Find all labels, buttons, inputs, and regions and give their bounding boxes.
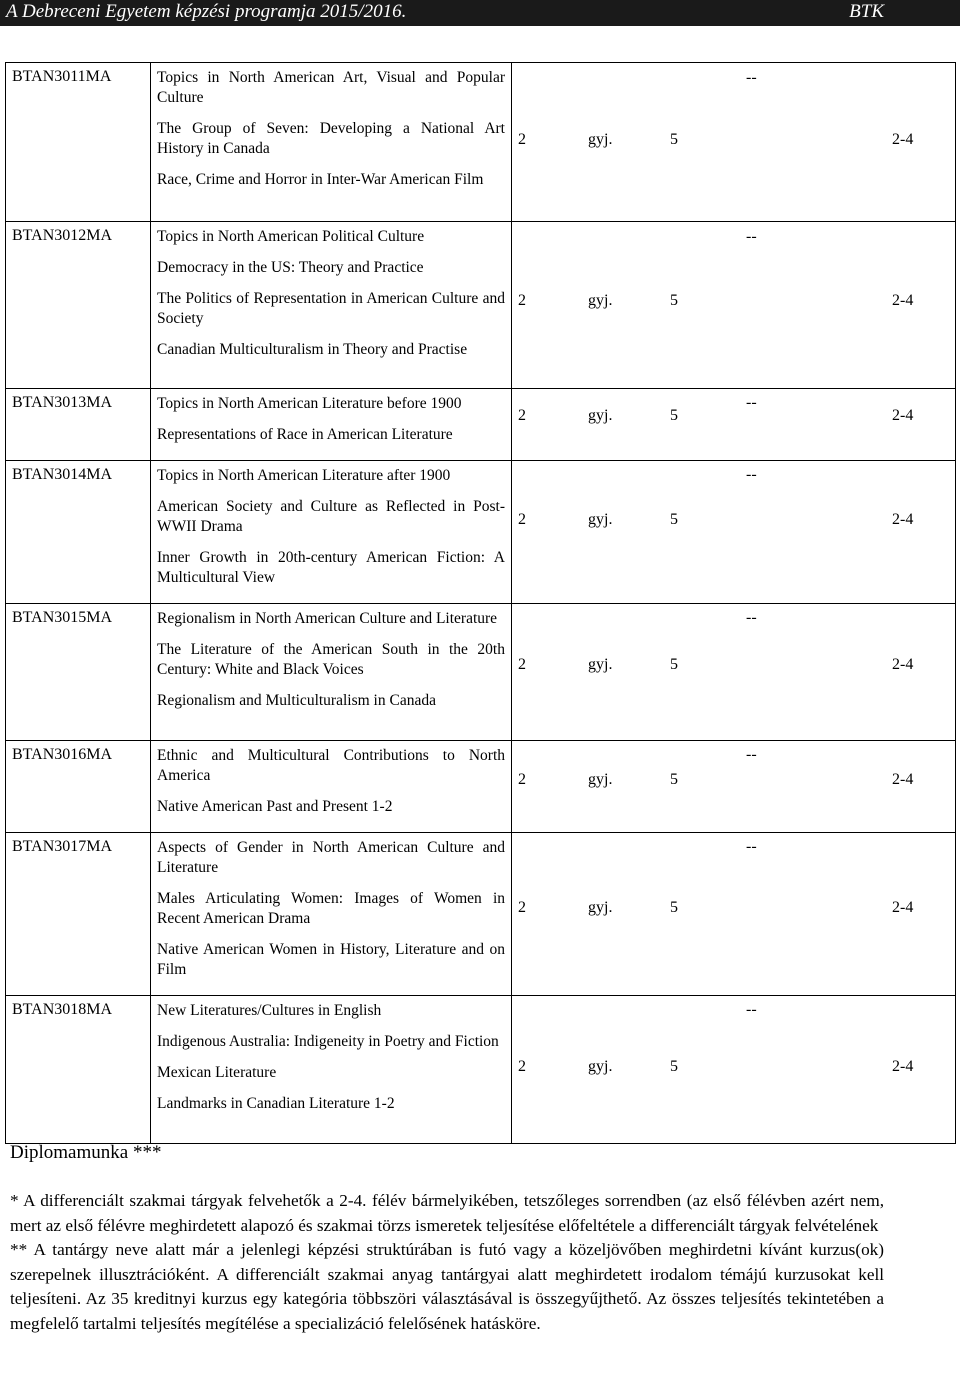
course-info — [512, 996, 956, 1144]
topic-item: The Group of Seven: Developing a National Art History in Canada — [157, 120, 505, 157]
topic-item: The Literature of the American South in the 20th Century: White and Black Voices — [157, 641, 505, 678]
hours: 2 — [518, 407, 526, 424]
course-topics — [151, 996, 512, 1144]
topic-item: Race, Crime and Horror in Inter-War American Film — [157, 171, 484, 188]
course-code: BTAN3011MA — [6, 63, 151, 222]
topic-item: Indigenous Australia: Indigeneity in Poetry and Fiction — [157, 1033, 499, 1050]
topic-item: Democracy in the US: Theory and Practice — [157, 259, 424, 276]
course-row — [6, 741, 956, 833]
course-table — [5, 62, 956, 1144]
course-code: BTAN3015MA — [6, 604, 151, 741]
course-code: BTAN3018MA — [6, 996, 151, 1144]
footnote-2: ** A tantárgy neve alatt már a jelenlegi képzési struktúrában is futó vagy a közeljövőben meghirdetni kívánt kurzus(ok) szerepelnek illusztrációként. A differenciált szakmai anyag tantárgyai alatt meghirdetett irodalom témájú kurzusokat kell teljesíteni. Az 35 kreditnyi kurzus egy kategória többszöri választásával is összegyűjthető. Az összes teljesítés tekintetében a megfelelő tartalmi teljesítés megítélése a specializáció felelősének hatásköre. — [10, 1240, 884, 1333]
course-code: BTAN3013MA — [6, 389, 151, 461]
topic-item: The Politics of Representation in American Culture and Society — [157, 290, 505, 327]
hours: 2 — [518, 899, 526, 916]
header-faculty: BTK — [849, 1, 884, 22]
course-info — [512, 63, 956, 222]
semester: 2-4 — [892, 131, 914, 148]
semester: 2-4 — [892, 771, 914, 788]
course-info — [512, 604, 956, 741]
topic-item: Native American Past and Present 1-2 — [157, 798, 393, 815]
topic-item: Representations of Race in American Literature — [157, 426, 453, 443]
topic-item: Canadian Multiculturalism in Theory and Practise — [157, 341, 468, 358]
course-code: BTAN3014MA — [6, 461, 151, 604]
hours: 2 — [518, 771, 526, 788]
prereq-dash: -- — [746, 394, 757, 411]
course-code: BTAN3012MA — [6, 222, 151, 389]
course-info — [512, 833, 956, 996]
topic-item: Aspects of Gender in North American Culture and Literature — [157, 839, 505, 876]
semester: 2-4 — [892, 511, 914, 528]
topic-item: Regionalism in North American Culture and Literature — [157, 610, 498, 627]
course-info — [512, 741, 956, 833]
assessment-type: gyj. — [588, 407, 613, 424]
topic-item: Topics in North American Literature before 1900 — [157, 395, 462, 412]
topic-item: Regionalism and Multiculturalism in Canada — [157, 692, 436, 709]
hours: 2 — [518, 292, 526, 309]
page-header — [0, 0, 960, 26]
course-row — [6, 63, 956, 222]
course-code: BTAN3017MA — [6, 833, 151, 996]
hours: 2 — [518, 656, 526, 673]
course-info — [512, 222, 956, 389]
course-row — [6, 461, 956, 604]
course-topics — [151, 833, 512, 996]
course-row — [6, 222, 956, 389]
assessment-type: gyj. — [588, 131, 613, 148]
prereq-dash: -- — [746, 228, 757, 245]
footnote-1: * A differenciált szakmai tárgyak felvehetők a 2-4. félév bármelyikében, tetszőleges sorrendben (az első félévben azért nem, mert az első félévre meghirdetett alapozó és szakmai törzs ismeretek teljesítése előfeltétele a differenciált tárgyak felvételének — [10, 1191, 884, 1235]
topic-item: Mexican Literature — [157, 1064, 277, 1081]
credit-value: 5 — [670, 511, 678, 528]
course-row — [6, 996, 956, 1144]
topic-item: American Society and Culture as Reflected in Post-WWII Drama — [157, 498, 505, 535]
semester: 2-4 — [892, 292, 914, 309]
footnotes — [10, 1189, 884, 1336]
prereq-dash: -- — [746, 746, 757, 763]
diplomamunka-label: Diplomamunka *** — [10, 1142, 162, 1163]
credit-value: 5 — [670, 771, 678, 788]
course-info — [512, 389, 956, 461]
assessment-type: gyj. — [588, 771, 613, 788]
credit-value: 5 — [670, 656, 678, 673]
semester: 2-4 — [892, 1058, 914, 1075]
topic-item: Ethnic and Multicultural Contributions to North America — [157, 747, 505, 784]
prereq-dash: -- — [746, 466, 757, 483]
topic-item: Native American Women in History, Literature and on Film — [157, 941, 505, 978]
course-row — [6, 833, 956, 996]
credit-value: 5 — [670, 407, 678, 424]
credit-value: 5 — [670, 899, 678, 916]
prereq-dash: -- — [746, 1001, 757, 1018]
credit-value: 5 — [670, 1058, 678, 1075]
semester: 2-4 — [892, 656, 914, 673]
course-code: BTAN3016MA — [6, 741, 151, 833]
credit-value: 5 — [670, 131, 678, 148]
prereq-dash: -- — [746, 609, 757, 626]
assessment-type: gyj. — [588, 656, 613, 673]
hours: 2 — [518, 131, 526, 148]
semester: 2-4 — [892, 899, 914, 916]
semester: 2-4 — [892, 407, 914, 424]
course-topics — [151, 389, 512, 461]
hours: 2 — [518, 1058, 526, 1075]
course-topics — [151, 63, 512, 222]
course-info — [512, 461, 956, 604]
course-topics — [151, 741, 512, 833]
course-topics — [151, 222, 512, 389]
assessment-type: gyj. — [588, 292, 613, 309]
assessment-type: gyj. — [588, 511, 613, 528]
course-topics — [151, 604, 512, 741]
assessment-type: gyj. — [588, 899, 613, 916]
prereq-dash: -- — [746, 838, 757, 855]
header-title: A Debreceni Egyetem képzési programja 2015/2016. — [6, 1, 407, 22]
hours: 2 — [518, 511, 526, 528]
topic-item: Males Articulating Women: Images of Women in Recent American Drama — [157, 890, 505, 927]
topic-item: New Literatures/Cultures in English — [157, 1002, 382, 1019]
credit-value: 5 — [670, 292, 678, 309]
topic-item: Topics in North American Political Culture — [157, 228, 425, 245]
course-row — [6, 389, 956, 461]
topic-item: Topics in North American Literature after 1900 — [157, 467, 451, 484]
prereq-dash: -- — [746, 69, 757, 86]
topic-item: Inner Growth in 20th-century American Fiction: A Multicultural View — [157, 549, 505, 586]
course-row — [6, 604, 956, 741]
topic-item: Topics in North American Art, Visual and Popular Culture — [157, 69, 505, 106]
topic-item: Landmarks in Canadian Literature 1-2 — [157, 1095, 395, 1112]
assessment-type: gyj. — [588, 1058, 613, 1075]
course-topics — [151, 461, 512, 604]
